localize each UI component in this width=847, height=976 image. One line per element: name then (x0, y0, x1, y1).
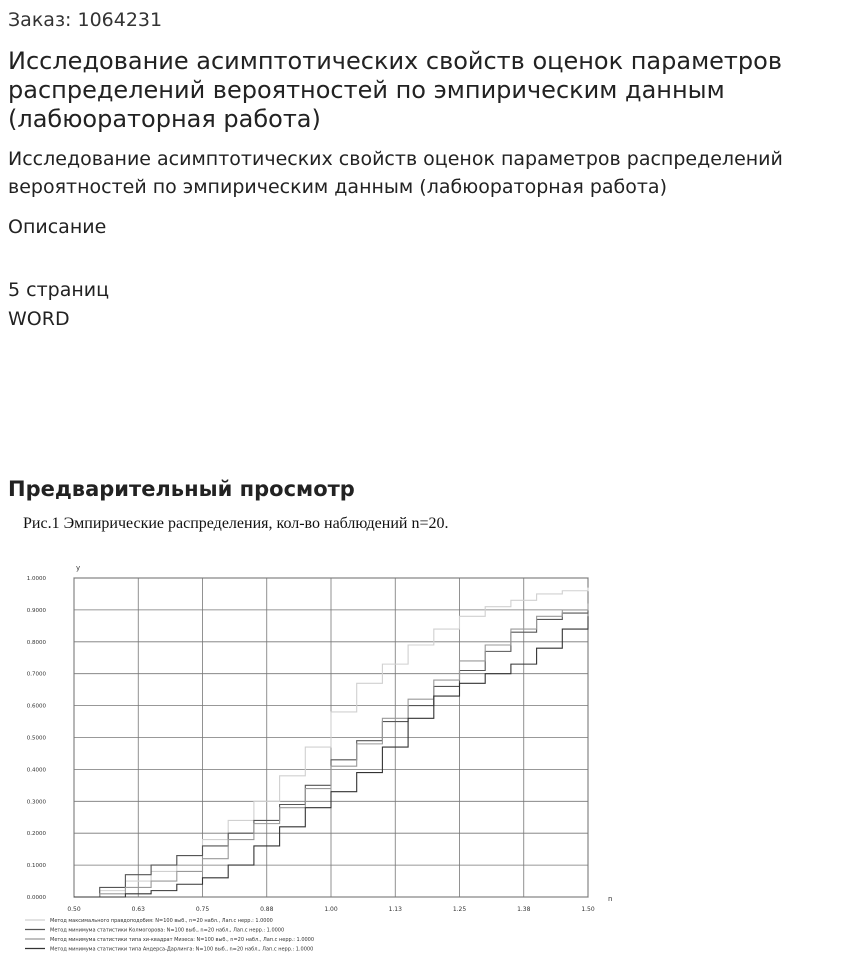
x-tick-label: 1.00 (324, 906, 338, 913)
y-tick-label: 0.8000 (26, 639, 46, 646)
x-tick-label: 0.63 (131, 906, 145, 913)
y-tick-label: 0.1000 (26, 863, 46, 870)
x-tick-label: 1.50 (581, 906, 595, 913)
legend-label-3: Метод минимума статистики типа хи-квадрат Мизеса: N=100 выб., n=20 набл., Лап.с нерр.: 1.0000 (50, 937, 315, 943)
page-title: Исследование асимптотических свойств оценок параметров распределений вероятностей по эмпирическим данным (лабюораторная работа) (8, 47, 782, 133)
y-tick-label: 0.7000 (26, 671, 46, 678)
x-tick-label: 1.13 (388, 906, 402, 913)
y-tick-label: 0.2000 (26, 831, 46, 838)
x-tick-label: 0.75 (195, 906, 210, 913)
x-tick-label: 1.25 (452, 906, 467, 913)
description-heading: Описание (8, 216, 107, 238)
page-subtitle: Исследование асимптотических свойств оценок параметров распределений вероятностей по эмпирическим данным (лабюораторная работа) (8, 148, 783, 198)
y-tick-label: 0.4000 (26, 767, 46, 774)
x-tick-label: 1.38 (517, 906, 531, 913)
y-axis-label: y (76, 564, 81, 572)
legend-label-4: Метод минимума статистики типа Андерса-Дарлинга: N=100 выб., n=20 набл., Лап.с нерр.: 1.0000 (50, 946, 314, 953)
legend-label-1: Метод максимального правдоподобия: N=100 выб., n=20 набл., Лап.с нерр.: 1.0000 (50, 918, 273, 924)
y-tick-label: 0.6000 (26, 703, 46, 710)
page-count: 5 страниц (8, 279, 110, 301)
ecdf-chart (0, 560, 640, 970)
figure-caption: Рис.1 Эмпирические распределения, кол-во наблюдений n=20. (23, 515, 449, 532)
chart-legend (25, 918, 314, 953)
x-tick-label: 0.50 (67, 906, 81, 913)
y-tick-label: 0.3000 (26, 799, 46, 806)
x-tick-label: 0.88 (260, 906, 274, 913)
y-tick-label: 0.0000 (26, 895, 46, 901)
y-tick-label: 0.5000 (26, 735, 46, 742)
x-axis-label: n (608, 895, 613, 903)
y-tick-label: 1.0000 (26, 576, 46, 582)
file-format: WORD (8, 308, 70, 330)
chart-axes (27, 564, 613, 913)
legend-label-2: Метод минимума статистики Колмогорова: N=100 выб., n=20 набл., Лап.с нерр.: 1.0000 (50, 927, 285, 934)
y-tick-label: 0.9000 (26, 607, 46, 614)
order-number: Заказ: 1064231 (8, 9, 163, 31)
preview-heading: Предварительный просмотр (8, 477, 355, 501)
